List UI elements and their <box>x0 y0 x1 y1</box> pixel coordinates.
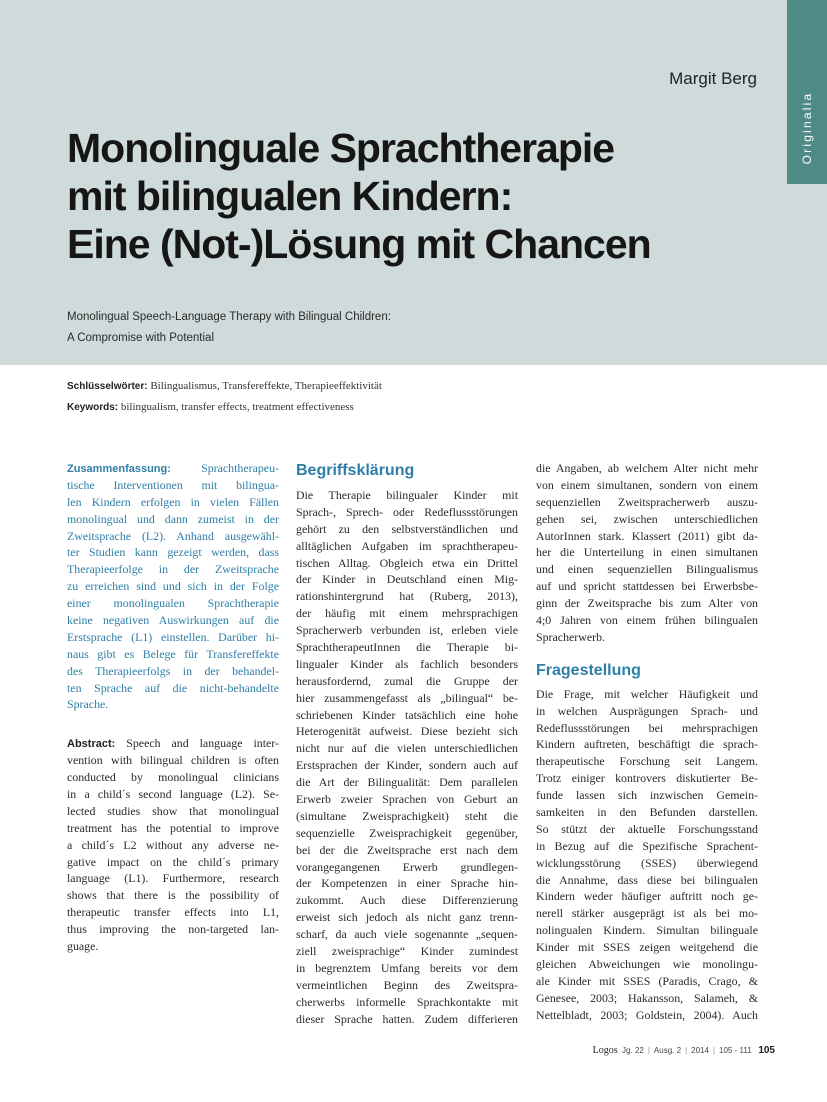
text-line: nolingualen Kindern. Simultan bilinguale <box>536 923 758 938</box>
text-line: cherwerbs informelle Sprachkontakte mit <box>296 994 518 1009</box>
text-line: erweist sich jedoch als nicht ganz trenn- <box>296 910 518 925</box>
keywords-german-text: Bilingualismus, Transfereffekte, Therapieeffektivität <box>150 380 382 392</box>
article-title <box>67 124 767 268</box>
author-name: Margit Berg <box>669 69 757 88</box>
text-line: Kinder mit SSES zeigen weitgehend die <box>536 940 758 955</box>
text-line: in a child´s second language (L2). Se- <box>67 787 279 802</box>
text-line: gehen sei, zwischen unterschiedlichen <box>536 511 758 526</box>
continuation-last-line: Spracherwerb. <box>536 629 605 644</box>
column-begriffsklaerung <box>296 460 518 1028</box>
text-line: (simultane Zweisprachigkeit) steht die <box>296 808 518 823</box>
text-line: alltäglichen Aufgaben im sprachtherapeu- <box>296 538 518 553</box>
zusammenfassung-last-line: Sprache. <box>67 697 109 712</box>
text-line: language (L1). Furthermore, research <box>67 871 279 886</box>
text-line: therapeutic transfer effects into L1, <box>67 905 279 920</box>
text-line: tischen Alltag. Obgleich etwa ein Drittel <box>296 555 518 570</box>
text-line: Trotz einiger kontrovers diskutierter Be- <box>536 771 758 786</box>
footer-page-number: 105 <box>758 1045 775 1056</box>
text-line: in welchen Ausprägungen Sprach- und <box>536 703 758 718</box>
abstract-first-line: Abstract: Speech and language inter- <box>67 736 279 751</box>
text-line: und einen sequenziellen Bilingualismus <box>536 562 758 577</box>
text-line: gehört zu den selbstverständlichen und <box>296 521 518 536</box>
text-line: ale Kinder mit SSES (Paradis, Crago, & <box>536 973 758 988</box>
footer-volume: Jg. 22 <box>622 1046 644 1055</box>
footer-journal: Logos <box>592 1045 618 1056</box>
text-line: nicht nur auf die vielen unterschiedlichen <box>296 741 518 756</box>
text-line: gleichen Abweichungen wie monolingu- <box>536 957 758 972</box>
text-line: schriebenen Kinder tatsächlich eine hohe <box>296 707 518 722</box>
text-line: lected studies show that monolingual <box>67 803 279 818</box>
text-line: die Annahme, dass diese bei bilingualen <box>536 872 758 887</box>
subtitle-line: Monolingual Speech-Language Therapy with Bilingual Children: <box>67 311 391 323</box>
text-line: ter Studien kann gezeigt werden, dass <box>67 545 279 560</box>
subtitle-line: A Compromise with Potential <box>67 332 215 344</box>
abstract-last-line: guage. <box>67 939 99 954</box>
heading-begriffsklaerung: Begriffsklärung <box>296 462 415 479</box>
text-line: von einem simultanen, sondern von einem <box>536 477 758 492</box>
keywords-english-text: bilingualism, transfer effects, treatment effectiveness <box>120 401 354 413</box>
title-line: Monolinguale Sprachtherapie <box>67 125 615 171</box>
text-line: keine negativen Auswirkungen auf die <box>67 613 279 628</box>
continuation-body <box>536 460 758 629</box>
text-line: Kindern weder häufiger auftritt noch ge- <box>536 889 758 904</box>
text-line: 4;0 Jahren von einem frühen bilingualen <box>536 613 758 628</box>
text-line: die Art der Bilingualität: Dem parallelen <box>296 775 518 790</box>
fragestellung-body <box>536 686 758 1024</box>
text-line: tische Interventionen mit bilingua- <box>67 477 279 492</box>
text-line: ten Sprache auf die nicht-behandelte <box>67 680 279 695</box>
zusammenfassung-first-line: Zusammenfassung: Sprachtherapeu- <box>67 461 279 475</box>
text-line: des Therapieerfolgs in der behandel- <box>67 663 279 678</box>
title-line: Eine (Not-)Lösung mit Chancen <box>67 221 651 267</box>
text-line: in Bezug auf die Spezifische Sprachent- <box>536 838 758 853</box>
zusammenfassung-label: Zusammenfassung: <box>67 463 171 475</box>
text-line: nerell stärker ausgeprägt ist als bei mo- <box>536 906 758 921</box>
begriffsklaerung-body <box>296 487 518 1028</box>
text-line: Genesee, 2003; Hakansson, Salameh, & <box>536 990 758 1005</box>
page-footer: Logos Jg. 22 | Ausg. 2 | 2014 | 105 - 111 105 <box>592 1045 775 1056</box>
text-line: Kindern auftreten, beschäftigt die sprach- <box>536 737 758 752</box>
abstract-body <box>67 752 279 938</box>
text-line: zu erreichen sind und sich in der Folge <box>67 579 279 594</box>
footer-pages: 105 - 111 <box>719 1046 752 1055</box>
text-line: Sprach-, Sprech- oder Redeflussstörungen <box>296 504 518 519</box>
abstract <box>67 735 279 955</box>
text-line: Erwerb zweier Sprachen von Geburt an <box>296 792 518 807</box>
text-line: vermeintlichen Beginn des Zweitspra- <box>296 977 518 992</box>
text-line: Heterogenität aufweist. Diese bezieht sich <box>296 724 518 739</box>
text-line: sequenzielle Zweisprachigkeit gegenüber, <box>296 825 518 840</box>
text-line: ziell zweisprachige“ Kinder zumindest <box>296 944 518 959</box>
text-line: auf und spricht stattdessen bei Erwerbsbe- <box>536 579 758 594</box>
text-line: SprachtherapeutInnen die Therapie bi- <box>296 640 518 655</box>
text-line: die Angaben, ab welchem Alter nicht mehr <box>536 461 758 475</box>
text-line: ginn der Zweitsprache bis zum Alter von <box>536 596 758 611</box>
text-line: der häufig mit einem mehrsprachigen <box>296 606 518 621</box>
text-line: Spracherwerb verbunden ist, erleben viele <box>296 623 518 638</box>
text-line: scharf, da auch viele sogenannte „sequen- <box>296 927 518 942</box>
column-abstracts <box>67 460 279 955</box>
text-line: naus gibt es Belege für Transfereffekte <box>67 646 279 661</box>
text-line: So stützt der aktuelle Forschungsstand <box>536 821 758 836</box>
text-line: Nettelbladt, 2003; Goldstein, 2004). Auch <box>536 1007 758 1022</box>
text-line: einer monolingualen Sprachtherapie <box>67 596 279 611</box>
heading-fragestellung: Fragestellung <box>536 661 641 679</box>
text-line: shows that there is the possibility of <box>67 888 279 903</box>
keywords-english <box>67 401 354 413</box>
text-line: Therapieerfolge in der Zweitsprache <box>67 562 279 577</box>
text-line: hier zusammengefasst als „bilingual“ be- <box>296 690 518 705</box>
text-line: her die Unterteilung in einen simultanen <box>536 545 758 560</box>
text-line: der Kinder in Deutschland einen Mig- <box>296 572 518 587</box>
text-line: samkeiten in den Befunden darstellen. <box>536 805 758 820</box>
text-line: Die Frage, mit welcher Häufigkeit und <box>536 686 758 701</box>
text-line: dieser Sprache hatten. Zudem differieren <box>296 1011 518 1026</box>
zusammenfassung-body <box>67 477 279 697</box>
abstract-label: Abstract: <box>67 738 116 751</box>
text-line: a child´s L2 without any adverse ne- <box>67 837 279 852</box>
keywords-german <box>67 380 382 392</box>
keywords-english-label: Keywords: <box>67 402 119 413</box>
text-line: vorangegangenen Erwerb grundlegen- <box>296 859 518 874</box>
text-line: Die Therapie bilingualer Kinder mit <box>296 488 518 502</box>
zusammenfassung <box>67 460 279 713</box>
text-line: Erstsprachen der Kinder, sondern auch auf <box>296 758 518 773</box>
keywords-german-label: Schlüsselwörter: <box>67 381 148 392</box>
article-subtitle <box>67 307 391 349</box>
text-line: conducted by monolingual clinicians <box>67 770 279 785</box>
text-line: gative impact on the child´s primary <box>67 854 279 869</box>
text-line: in begrenztem Umfang bereits vor dem <box>296 960 518 975</box>
text-line: bei der die Zweitsprache erst nach dem <box>296 842 518 857</box>
text-line: len Kindern erfolgen in vielen Fällen <box>67 494 279 509</box>
text-line: sequenziellen Zweitspracherwerb auszu- <box>536 494 758 509</box>
text-line: zukommt. Auch diese Differenzierung <box>296 893 518 908</box>
text-line: Erstsprache (L1) einstellen. Darüber hi- <box>67 629 279 644</box>
column-fragestellung <box>536 460 758 1024</box>
text-line: Redeflussstörungen bei mehrsprachigen <box>536 720 758 735</box>
text-line: Zweitsprache (L2). Anhand ausgewähl- <box>67 528 279 543</box>
section-tab-label: Originalia <box>800 91 814 165</box>
text-line: monolingual und dann zumeist in der <box>67 511 279 526</box>
text-line: wicklungsstörung (SSES) überwiegend <box>536 855 758 870</box>
text-line: treatment has the potential to improve <box>67 820 279 835</box>
title-line: mit bilingualen Kindern: <box>67 173 513 219</box>
text-line: thus improving the non-targeted lan- <box>67 922 279 937</box>
text-line: AutorInnen stark. Klassert (2011) gibt da- <box>536 528 758 543</box>
footer-year: 2014 <box>691 1046 709 1055</box>
text-line: herausfordernd, zumal die Gruppe der <box>296 673 518 688</box>
text-line: der Kompetenzen in einer Sprache hin- <box>296 876 518 891</box>
text-line: vention with bilingual children is often <box>67 753 279 768</box>
footer-issue: Ausg. 2 <box>653 1046 682 1055</box>
text-line: therapeutische Forschung seit Langem. <box>536 754 758 769</box>
text-line: rationshintergrund hat (Ruberg, 2013), <box>296 589 518 604</box>
text-line: funde lassen sich inzwischen Gemein- <box>536 788 758 803</box>
text-line: lingualer Kinder als fachlich besonders <box>296 656 518 671</box>
